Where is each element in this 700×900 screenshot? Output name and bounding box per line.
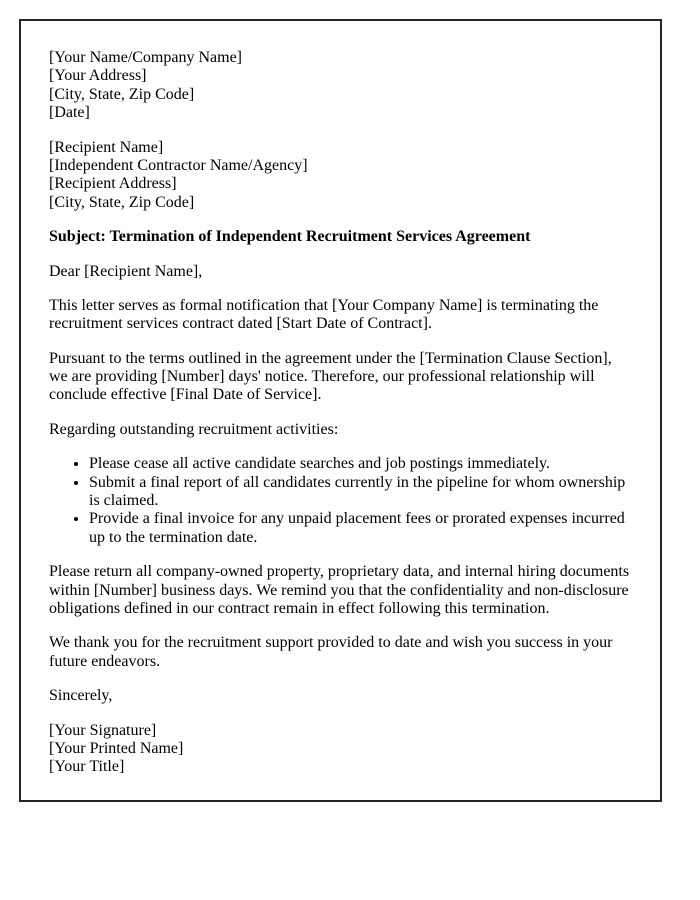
recipient-address-block xyxy=(49,139,630,213)
sender-address-line: [Your Address] xyxy=(49,67,147,85)
letter-document xyxy=(19,19,662,802)
recipient-address-line: [Recipient Address] xyxy=(49,175,177,193)
recipient-contractor-line: [Independent Contractor Name/Agency] xyxy=(49,156,308,174)
recipient-name-line: [Recipient Name] xyxy=(49,138,164,156)
list-item-cease-searches: • Please cease all active candidate searches and job postings immediately. xyxy=(89,455,630,473)
sender-city-state-zip-line: [City, State, Zip Code] xyxy=(49,85,195,103)
date-line: [Date] xyxy=(49,104,90,122)
paragraph-notice-terms: Pursuant to the terms outlined in the agreement under the [Termination Clause Section], we are providing [Number] days' notice. Therefore, our professional relationship will conclude effective [Final Date of Service]. xyxy=(49,349,612,404)
list-item-final-report: • Submit a final report of all candidates currently in the pipeline for whom ownership is claimed. xyxy=(89,474,630,511)
sign-off: Sincerely, xyxy=(49,687,113,705)
paragraph-notification: This letter serves as formal notification that [Your Company Name] is terminating the recruitment services contract dated [Start Date of Contract]. xyxy=(49,296,599,333)
signature-line: [Your Signature] xyxy=(49,721,157,739)
list-item-final-invoice: • Provide a final invoice for any unpaid placement fees or prorated expenses incurred up to the termination date. xyxy=(89,510,630,547)
subject-line: Subject: Termination of Independent Recruitment Services Agreement xyxy=(49,228,531,246)
paragraph-thanks: We thank you for the recruitment support provided to date and wish you success in your future endeavors. xyxy=(49,634,613,670)
sender-address-block xyxy=(49,49,630,123)
title-line: [Your Title] xyxy=(49,758,125,776)
salutation: Dear [Recipient Name], xyxy=(49,262,203,280)
outstanding-activities-list xyxy=(49,455,630,547)
signature-block xyxy=(49,722,630,777)
paragraph-property-return: Please return all company-owned property, proprietary data, and internal hiring documents within [Number] business days. We remind you that the confidentiality and non-disclosure obligations defined in our contract remain in effect following this termination. xyxy=(49,563,630,617)
recipient-city-state-zip-line: [City, State, Zip Code] xyxy=(49,193,195,211)
printed-name-line: [Your Printed Name] xyxy=(49,739,184,757)
sender-name-line: [Your Name/Company Name] xyxy=(49,49,243,66)
paragraph-activities-intro: Regarding outstanding recruitment activities: xyxy=(49,420,339,438)
